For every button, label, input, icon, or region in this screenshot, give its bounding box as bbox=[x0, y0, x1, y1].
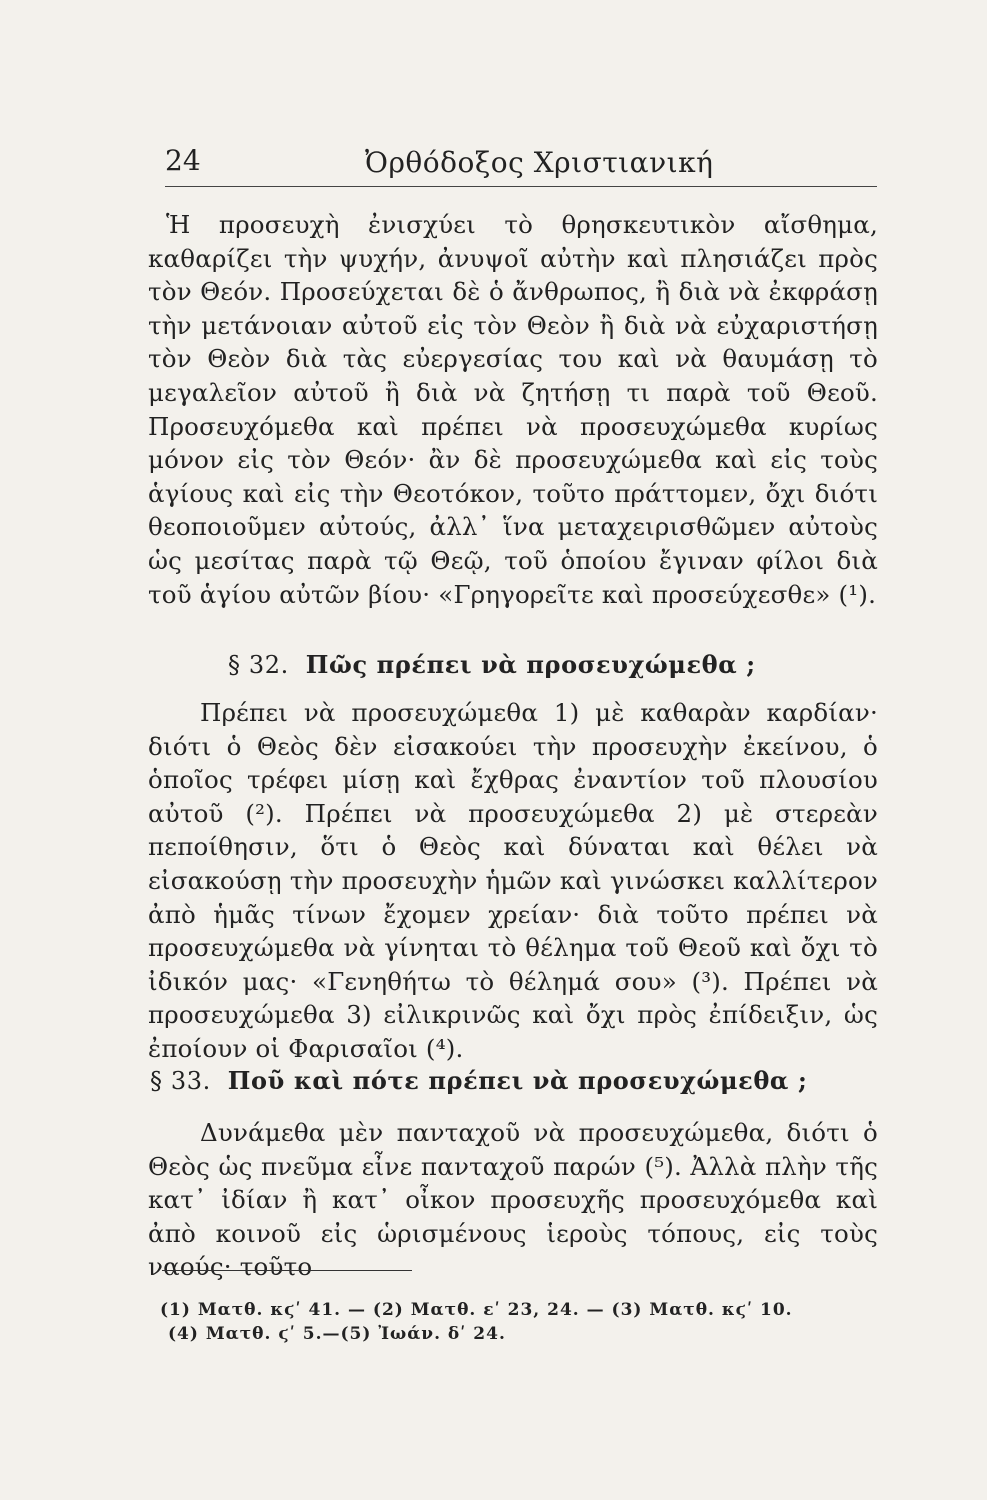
page-number: 24 bbox=[165, 144, 201, 177]
section-number: § 33. bbox=[150, 1067, 211, 1095]
paragraph-how-to-pray bbox=[148, 696, 878, 1066]
section-heading-32 bbox=[228, 650, 756, 679]
paragraph-where-to-pray bbox=[148, 1116, 878, 1284]
footnote-divider bbox=[162, 1270, 412, 1271]
page-header bbox=[165, 140, 877, 187]
section-title: Ποῦ καὶ πότε πρέπει νὰ προσευχώμεθα ; bbox=[227, 1066, 808, 1095]
section-title: Πῶς πρέπει νὰ προσευχώμεθα ; bbox=[305, 650, 756, 679]
footnotes bbox=[160, 1298, 793, 1346]
section-heading-33 bbox=[150, 1066, 807, 1095]
paragraph-continuation: Προσεύχεται δὲ ὁ ἄνθρωπος, ἢ διὰ νὰ ἐκφράσῃ τὴν μετάνοιαν αὐτοῦ εἰς τὸν Θεὸν ἢ διὰ νὰ εὐχαριστήσῃ τὸν Θεὸν διὰ τὰς εὐεργεσίας του καὶ νὰ θαυμάσῃ τὸ μεγαλεῖον αὐτοῦ ἢ διὰ νὰ ζητήσῃ τι παρὰ τοῦ Θεοῦ. Προσευχόμεθα καὶ πρέπει νὰ προσευχώμεθα κυρίως μόνον εἰς τὸν Θεόν· ἂν δὲ προσευχώμεθα καὶ εἰς τοὺς ἁγίους καὶ εἰς τὴν Θεοτόκον, τοῦτο πράττομεν, ὄχι διότι θεοποιοῦμεν αὐτούς, ἀλλ᾽ ἵνα μεταχειρισθῶμεν αὐτοὺς ὡς μεσίτας παρὰ τῷ Θεῷ, τοῦ ὁποίου ἔγιναν φίλοι διὰ τοῦ ἁγίου αὐτῶν βίου· «Γρηγορεῖτε καὶ προσεύχεσθε» (¹). bbox=[148, 277, 878, 609]
running-title: Ὀρθόδοξος Χριστιανική bbox=[365, 146, 714, 179]
paragraph-first-sentence: Ἡ προσευχὴ ἐνισχύει τὸ θρησκευτικὸν αἴσθημα, καθαρίζει τὴν ψυχήν, ἀνυψοῖ αὐτὴν καὶ πλησιάζει πρὸς τὸν Θεόν. bbox=[148, 210, 878, 307]
paragraph-text: Δυνάμεθα μὲν πανταχοῦ νὰ προσευχώμεθα, διότι ὁ Θεὸς ὡς πνεῦμα εἶνε πανταχοῦ παρών (⁵). Ἀλλὰ πλὴν τῆς κατ᾽ ἰδίαν ἢ κατ᾽ οἶκον προσευχῆς προσευχόμεθα καὶ ἀπὸ κοινοῦ εἰς ὡρισμένους ἱεροὺς τόπους, εἰς τοὺς ναούς· τοῦτο bbox=[148, 1118, 878, 1282]
paragraph-prayer-intro bbox=[148, 208, 878, 611]
section-number: § 32. bbox=[228, 651, 289, 679]
paragraph-text: Πρέπει νὰ προσευχώμεθα 1) μὲ καθαρὰν καρδίαν· διότι ὁ Θεὸς δὲν εἰσακούει τὴν προσευχὴν ἐκείνου, ὁ ὁποῖος τρέφει μίσῃ καὶ ἔχθρας ἐναντίον τοῦ πλουσίου αὐτοῦ (²). Πρέπει νὰ προσευχώμεθα 2) μὲ στερεὰν πεποίθησιν, ὅτι ὁ Θεὸς καὶ δύναται καὶ θέλει νὰ εἰσακούσῃ τὴν προσευχὴν ἡμῶν καὶ γινώσκει καλλίτερον ἀπὸ ἡμᾶς τίνων ἔχομεν χρείαν· διὰ τοῦτο πρέπει νὰ προσευχώμεθα νὰ γίνηται τὸ θέλημα τοῦ Θεοῦ καὶ ὄχι τὸ ἰδικόν μας· «Γενηθήτω τὸ θέλημά σου» (³). Πρέπει νὰ προσευχώμεθα 3) εἰλικρινῶς καὶ ὄχι πρὸς ἐπίδειξιν, ὡς ἐποίουν οἱ Φαρισαῖοι (⁴). bbox=[148, 698, 878, 1063]
footnote-line: (1) Ματθ. κϛʹ 41. — (2) Ματθ. εʹ 23, 24. — (3) Ματθ. κϛʹ 10. bbox=[160, 1300, 793, 1320]
footnote-line: (4) Ματθ. ϛʹ 5.—(5) Ἰωάν. δʹ 24. bbox=[168, 1324, 506, 1344]
